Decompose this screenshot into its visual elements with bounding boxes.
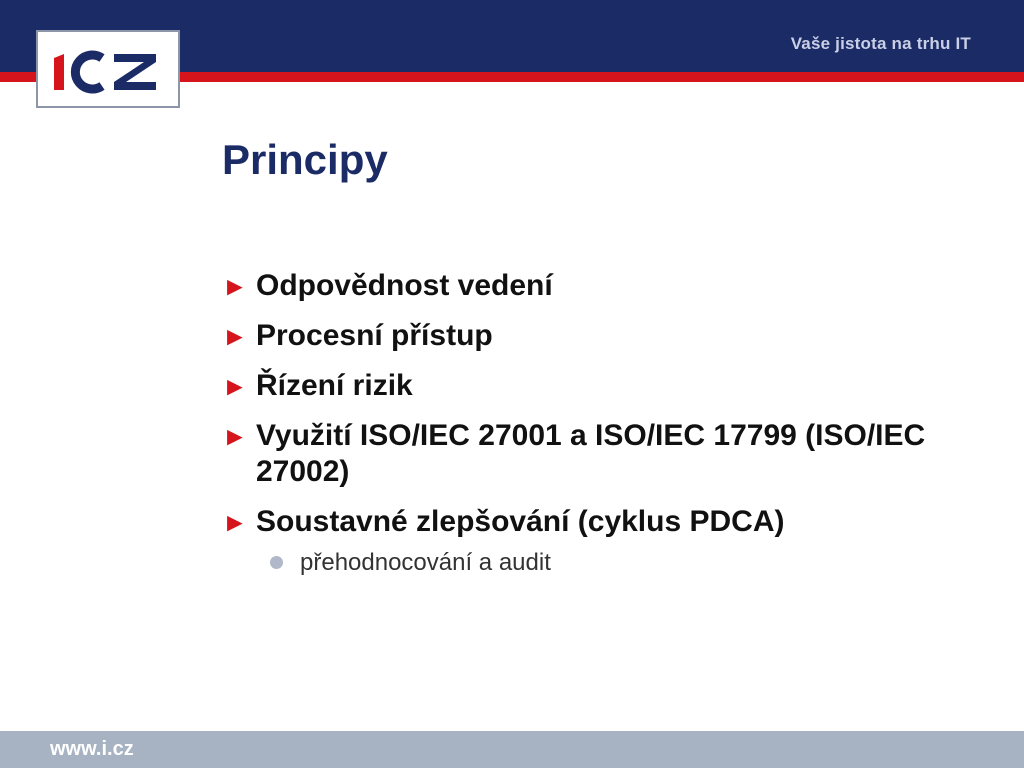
triangle-bullet-icon: ► <box>222 507 248 537</box>
bullet-text: Soustavné zlepšování (cyklus PDCA) <box>256 505 785 538</box>
bullet-item <box>222 268 982 304</box>
bullet-list <box>222 268 982 592</box>
bullet-text: Řízení rizik <box>256 369 413 402</box>
bullet-item <box>222 418 982 490</box>
sub-bullet-list <box>256 548 982 578</box>
triangle-bullet-icon: ► <box>222 371 248 401</box>
bullet-item <box>222 504 982 578</box>
footer-url: www.i.cz <box>50 738 134 760</box>
company-logo <box>36 30 180 108</box>
triangle-bullet-icon: ► <box>222 421 248 451</box>
tagline: Vaše jistota na trhu IT <box>790 34 971 53</box>
sub-bullet-item <box>270 548 982 578</box>
footer-band <box>0 731 1024 768</box>
bullet-item <box>222 318 982 354</box>
bullet-text: Využití ISO/IEC 27001 a ISO/IEC 17799 (ISO/IEC 27002) <box>256 419 926 488</box>
triangle-bullet-icon: ► <box>222 271 248 301</box>
slide-title: Principy <box>222 136 388 183</box>
dot-bullet-icon <box>270 556 283 569</box>
icz-logo-icon <box>52 44 168 96</box>
triangle-bullet-icon: ► <box>222 321 248 351</box>
sub-bullet-text: přehodnocování a audit <box>300 549 551 576</box>
bullet-text: Procesní přístup <box>256 319 493 352</box>
bullet-item <box>222 368 982 404</box>
bullet-text: Odpovědnost vedení <box>256 269 553 302</box>
